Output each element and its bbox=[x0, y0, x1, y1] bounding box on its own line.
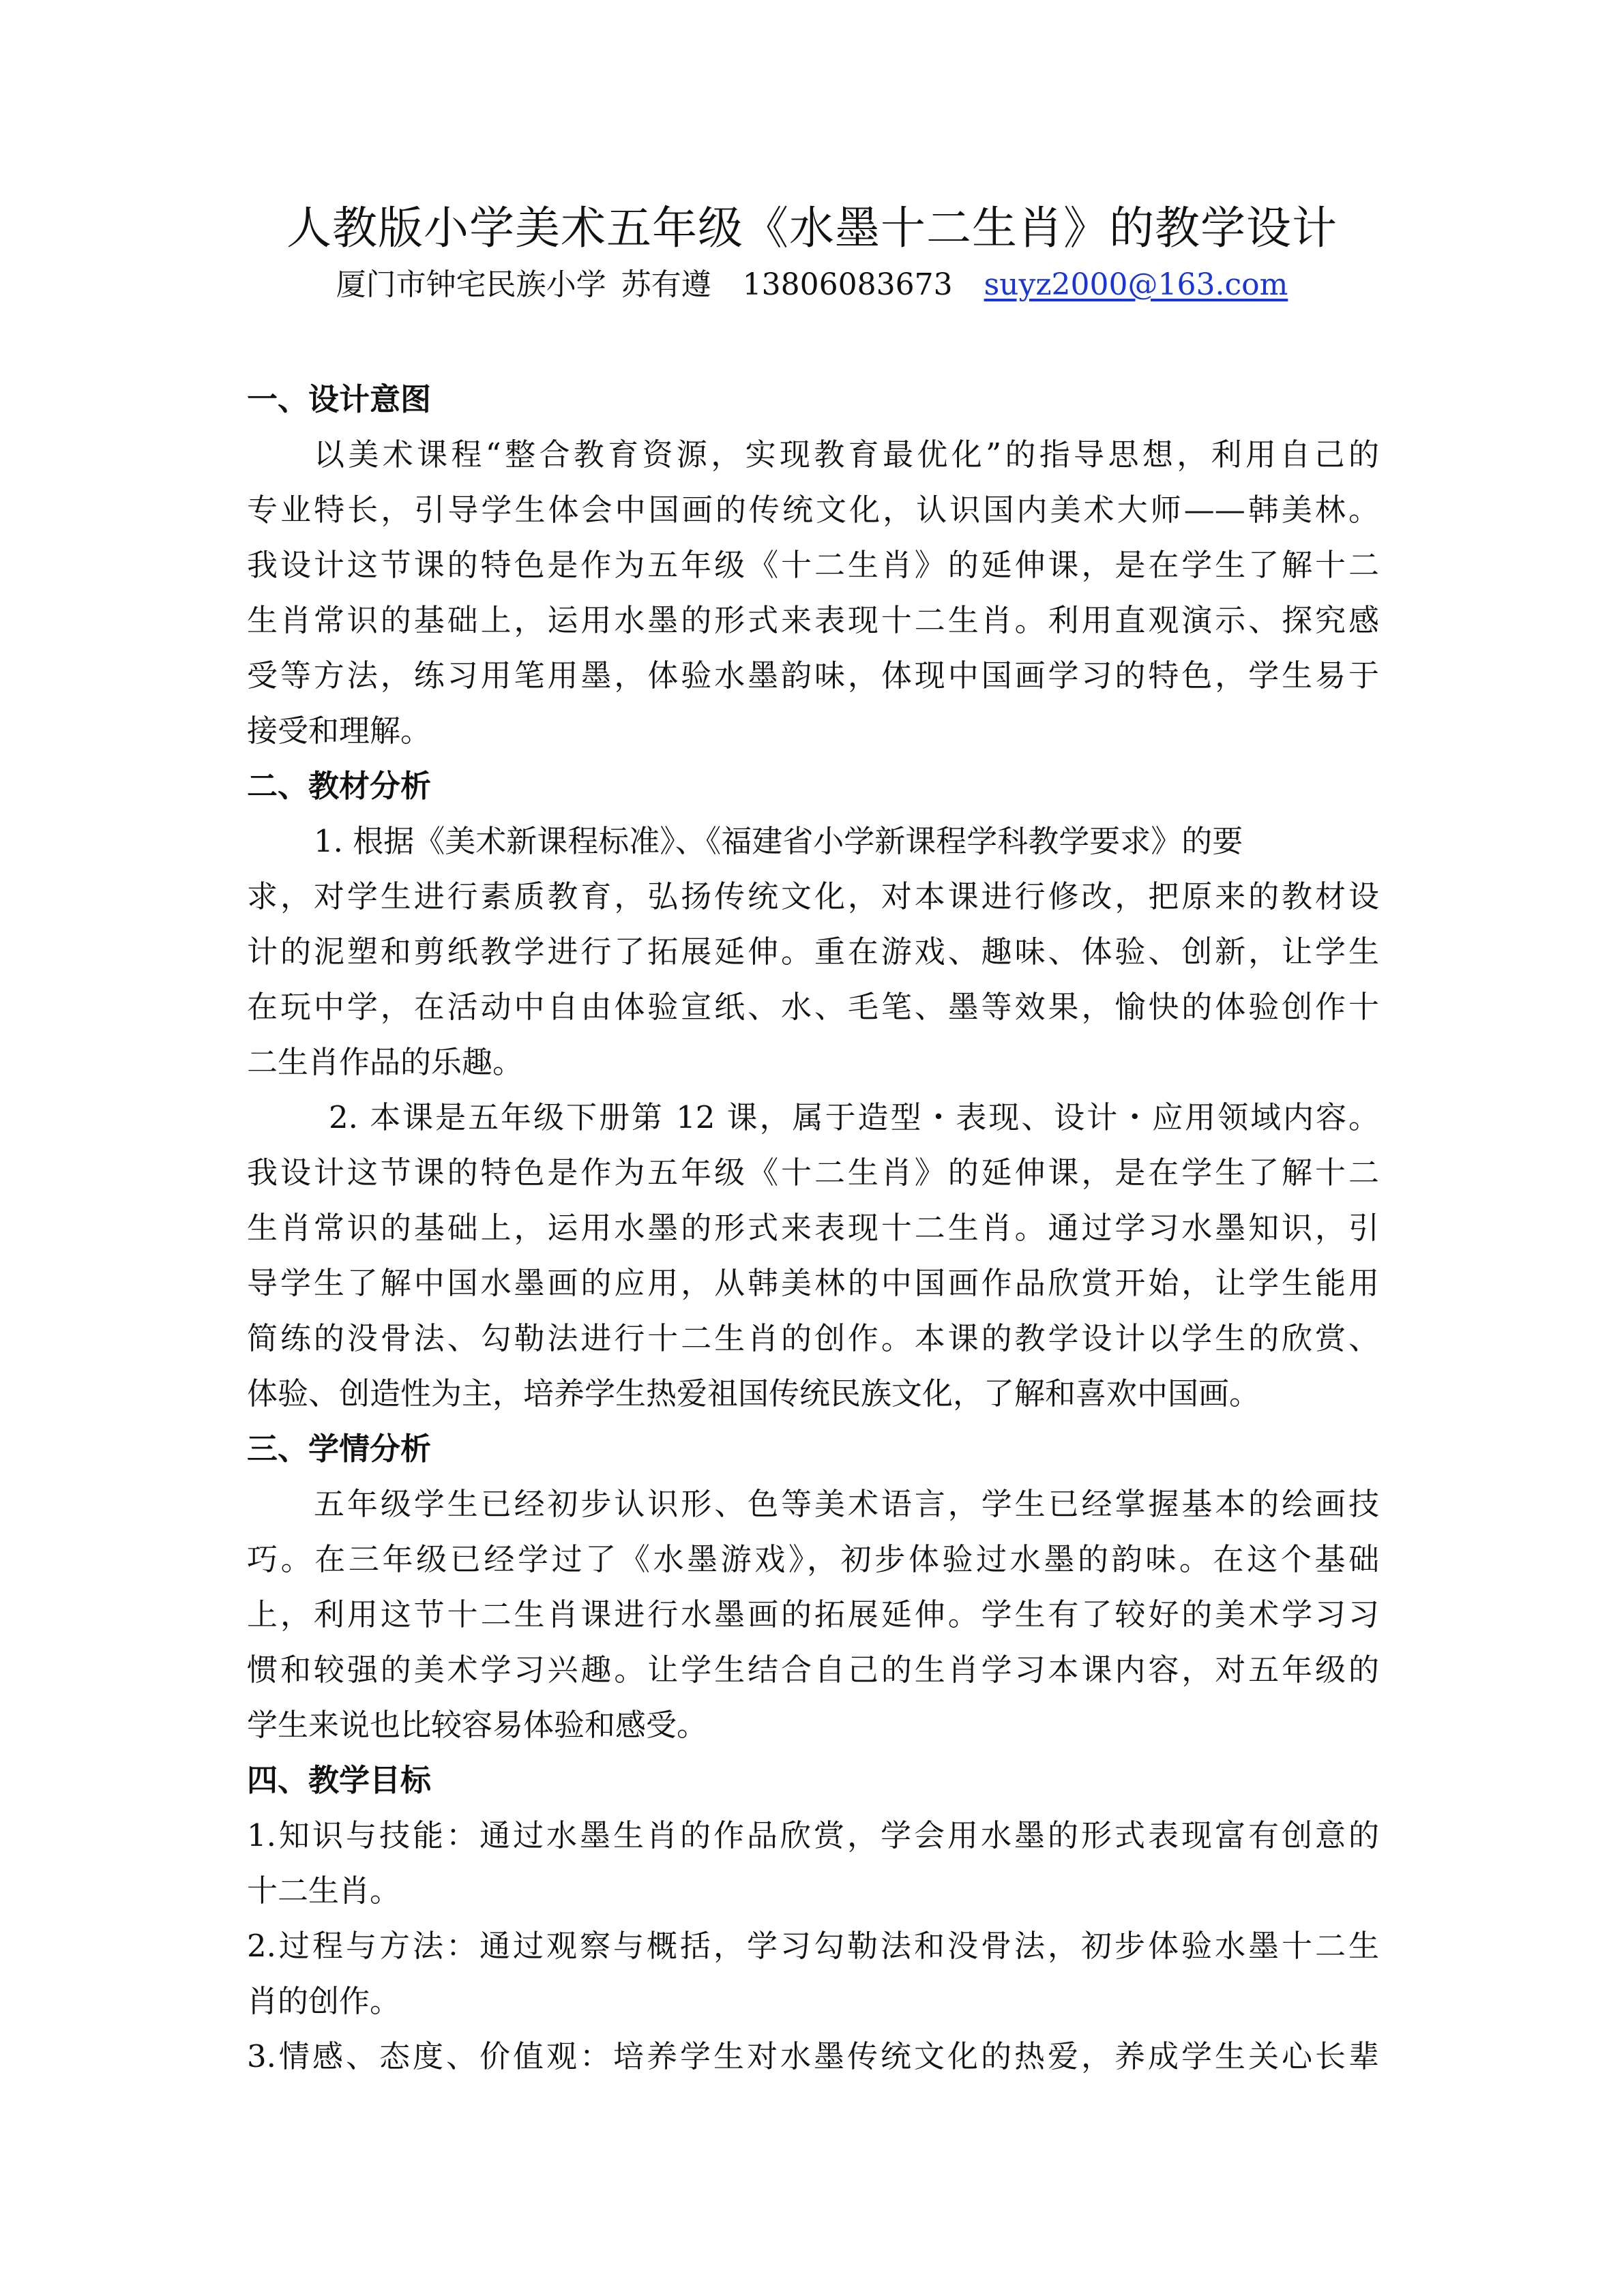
text-line: 巧。在三年级已经学过了《水墨游戏》，初步体验过水墨的韵味。在这个基础 bbox=[247, 1541, 1379, 1577]
text-line: 惯和较强的美术学习兴趣。让学生结合自己的生肖学习本课内容，对五年级的 bbox=[247, 1652, 1379, 1688]
text-line: 我设计这节课的特色是作为五年级《十二生肖》的延伸课，是在学生了解十二 bbox=[247, 1154, 1379, 1191]
text-line: 2.过程与方法：通过观察与概括，学习勾勒法和没骨法，初步体验水墨十二生 bbox=[247, 1928, 1379, 1964]
document-title: 人教版小学美术五年级《水墨十二生肖》的教学设计 bbox=[286, 202, 1338, 254]
text-line: 1.知识与技能：通过水墨生肖的作品欣赏，学会用水墨的形式表现富有创意的 bbox=[247, 1817, 1379, 1853]
text-line: 生肖常识的基础上，运用水墨的形式来表现十二生肖。通过学习水墨知识，引 bbox=[247, 1210, 1379, 1246]
section-heading-teaching-goals: 四、教学目标 bbox=[247, 1762, 432, 1798]
text-line: 上，利用这节十二生肖课进行水墨画的拓展延伸。学生有了较好的美术学习习 bbox=[247, 1596, 1379, 1632]
text-line: 3.情感、态度、价值观：培养学生对水墨传统文化的热爱，养成学生关心长辈 bbox=[247, 2038, 1379, 2074]
text-line: 求，对学生进行素质教育，弘扬传统文化，对本课进行修改，把原来的教材设 bbox=[247, 878, 1379, 914]
text-line: 肖的创作。 bbox=[247, 1983, 401, 2019]
document-body bbox=[247, 372, 1379, 2084]
text-line: 接受和理解。 bbox=[247, 713, 432, 749]
section-heading-material-analysis: 二、教材分析 bbox=[247, 768, 432, 804]
text-line: 十二生肖。 bbox=[247, 1873, 401, 1909]
text-line: 学生来说也比较容易体验和感受。 bbox=[247, 1707, 708, 1743]
text-line: 五年级学生已经初步认识形、色等美术语言，学生已经掌握基本的绘画技 bbox=[314, 1486, 1379, 1522]
text-line: 体验、创造性为主，培养学生热爱祖国传统民族文化，了解和喜欢中国画。 bbox=[247, 1375, 1260, 1412]
section-heading-student-analysis: 三、学情分析 bbox=[247, 1431, 432, 1467]
author-byline bbox=[0, 265, 1624, 305]
text-line: 专业特长，引导学生体会中国画的传统文化，认识国内美术大师——韩美林。 bbox=[247, 492, 1379, 528]
text-line: 我设计这节课的特色是作为五年级《十二生肖》的延伸课，是在学生了解十二 bbox=[247, 547, 1379, 583]
author-name: 苏有遵 bbox=[621, 267, 711, 302]
text-line: 以美术课程“整合教育资源，实现教育最优化”的指导思想，利用自己的 bbox=[314, 436, 1379, 473]
text-line: 简练的没骨法、勾勒法进行十二生肖的创作。本课的教学设计以学生的欣赏、 bbox=[247, 1320, 1379, 1356]
phone-number: 13806083673 bbox=[742, 267, 953, 302]
text-line: 导学生了解中国水墨画的应用，从韩美林的中国画作品欣赏开始，让学生能用 bbox=[247, 1265, 1379, 1301]
text-line: 生肖常识的基础上，运用水墨的形式来表现十二生肖。利用直观演示、探究感 bbox=[247, 602, 1379, 638]
text-line: 受等方法，练习用笔用墨，体验水墨韵味，体现中国画学习的特色，学生易于 bbox=[247, 657, 1379, 694]
school-name: 厦门市钟宅民族小学 bbox=[336, 267, 606, 302]
email-link[interactable]: suyz2000@163.com bbox=[984, 267, 1288, 302]
text-line: 2. 本课是五年级下册第 12 课，属于造型・表现、设计・应用领域内容。 bbox=[329, 1099, 1379, 1135]
text-line: 计的泥塑和剪纸教学进行了拓展延伸。重在游戏、趣味、体验、创新，让学生 bbox=[247, 934, 1379, 970]
section-heading-design-intent: 一、设计意图 bbox=[247, 381, 432, 417]
text-line: 二生肖作品的乐趣。 bbox=[247, 1044, 524, 1080]
text-line: 在玩中学，在活动中自由体验宣纸、水、毛笔、墨等效果，愉快的体验创作十 bbox=[247, 989, 1379, 1025]
text-line: 1. 根据《美术新课程标准》、《福建省小学新课程学科教学要求》的要 bbox=[314, 823, 1243, 859]
